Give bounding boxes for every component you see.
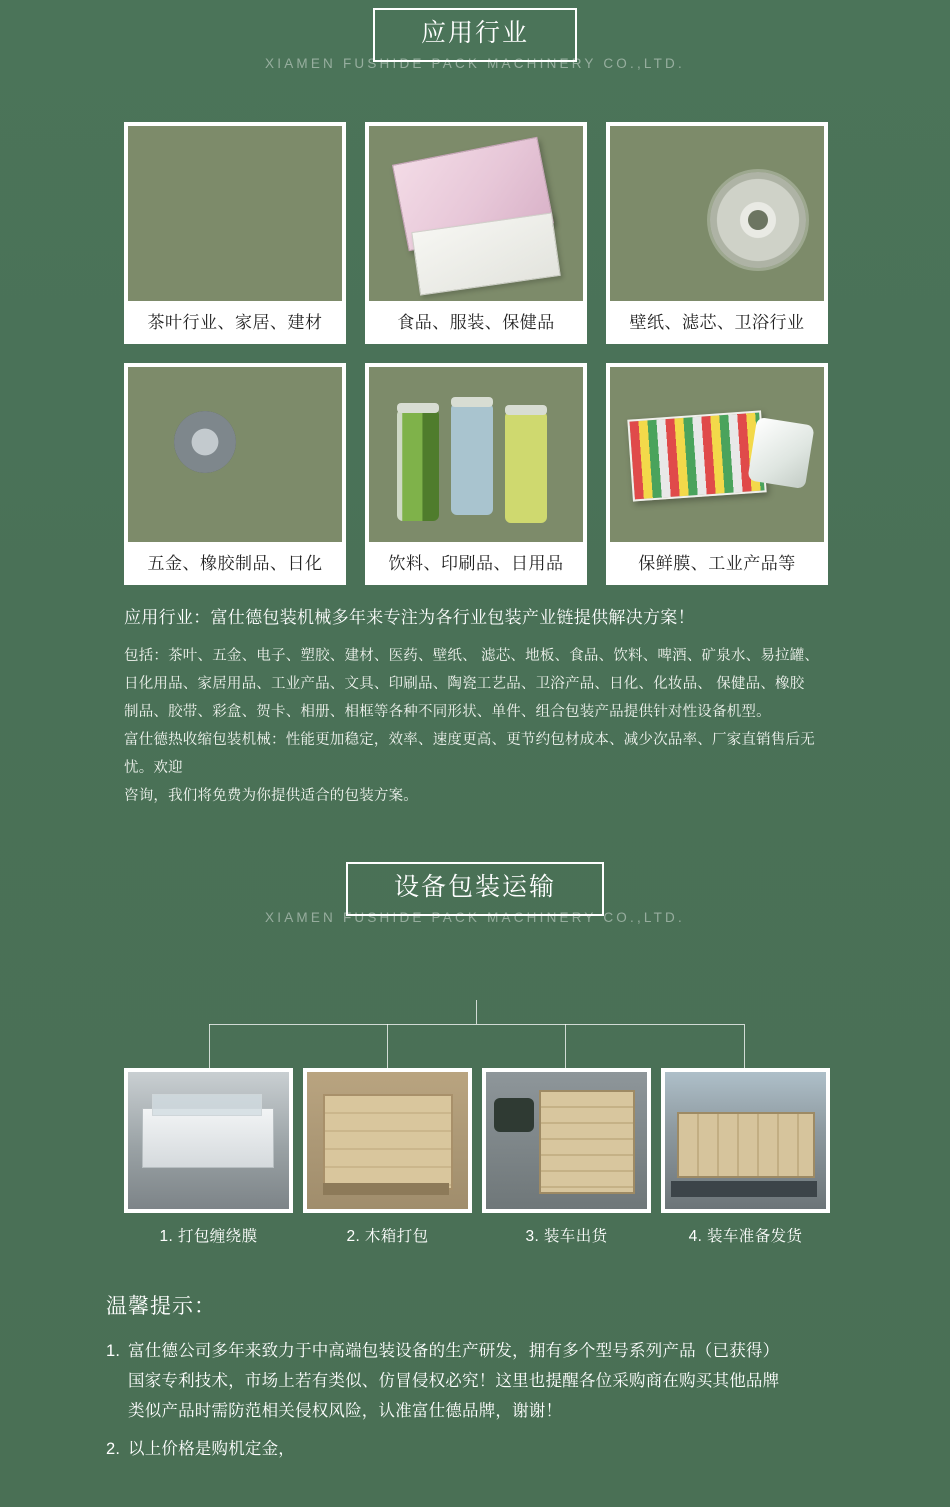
shipping-step-label: 4. 装车准备发货 [688,1228,803,1245]
industry-photo-filter [610,126,824,301]
industry-card [365,122,587,344]
shipping-photo-crate [307,1072,468,1209]
shipping-photo-frame [303,1068,472,1213]
tips-title: 温馨提示： [106,1295,216,1318]
shipping-photo-frame [661,1068,830,1213]
industry-description-line: 日化用品、家居用品、工业产品、文具、印刷品、陶瓷工艺品、卫浴产品、日化、化妆品、 保健品、橡胶 [124,676,805,692]
industry-title: 应用行业 [373,8,577,62]
industry-card [606,122,828,344]
industry-lead-text: 应用行业：富仕德包装机械多年来专注为各行业包装产业链提供解决方案！ [124,608,695,627]
tips-item [106,1336,866,1426]
shipping-step [303,1068,472,1246]
shipping-photo-frame [124,1068,293,1213]
industry-photo-tea [128,126,342,301]
industry-caption: 壁纸、滤芯、卫浴行业 [629,313,805,332]
industry-card [606,363,828,585]
tips-item-text [128,1336,866,1426]
industry-caption: 保鲜膜、工业产品等 [638,554,796,573]
connector-bar [209,1024,744,1025]
tips-item-line: 富仕德公司多年来致力于中高端包装设备的生产研发，拥有多个型号系列产品（已获得） [128,1342,780,1360]
tips-item [106,1434,866,1464]
industry-card [124,363,346,585]
industry-photo-beverage [369,367,583,542]
tips-item-number: 2. [106,1440,121,1458]
industry-caption: 茶叶行业、家居、建材 [147,313,323,332]
tips-item-line: 国家专利技术，市场上若有类似、仿冒侵权必究！这里也提醒各位采购商在购买其他品牌 [128,1372,780,1390]
industry-grid [124,122,829,604]
shipping-step-label: 3. 装车出货 [525,1228,608,1245]
shipping-step-label: 2. 木箱打包 [346,1228,429,1245]
industry-row-1 [124,122,829,344]
industry-description-line: 富仕德热收缩包装机械：性能更加稳定，效率、速度更高、更节约包材成本、减少次品率、厂家直销售后无忧。欢迎 [124,732,815,776]
tips-item-number: 1. [106,1342,121,1360]
shipping-steps [124,1068,830,1246]
shipping-step [124,1068,293,1246]
industry-description-line: 制品、胶带、彩盒、贺卡、相册、相框等各种不同形状、单件、组合包装产品提供针对性设备机型。 [124,704,771,720]
connector-leg-4 [744,1024,745,1068]
industry-description [124,642,836,810]
shipping-connector-lines [124,1000,830,1068]
shipping-step [661,1068,830,1246]
industry-caption: 食品、服装、保健品 [397,313,555,332]
shipping-photo-wrapping [128,1072,289,1209]
industry-description-line: 包括：茶叶、五金、电子、塑胶、建材、医药、壁纸、 滤芯、地板、食品、饮料、啤酒、矿泉水、易拉罐、 [124,648,820,664]
industry-card [365,363,587,585]
connector-leg-2 [387,1024,388,1068]
industry-section-header [0,8,950,71]
shipping-photo-frame [482,1068,651,1213]
tips-section [106,1290,866,1472]
connector-leg-1 [209,1024,210,1068]
shipping-title: 设备包装运输 [346,862,604,916]
industry-caption: 饮料、印刷品、日用品 [388,554,564,573]
shipping-watermark: XIAMEN FUSHIDE PACK MACHINERY CO.,LTD. [265,910,685,925]
industry-photo-hardware [128,367,342,542]
connector-stem [476,1000,477,1024]
connector-leg-3 [565,1024,566,1068]
industry-photo-film [610,367,824,542]
industry-description-line: 咨询，我们将免费为你提供适合的包装方案。 [124,788,418,804]
shipping-step [482,1068,651,1246]
industry-photo-food [369,126,583,301]
tips-item-line: 以上价格是购机定金， [128,1440,295,1458]
shipping-step-label: 1. 打包缠绕膜 [159,1228,258,1245]
shipping-photo-truck [665,1072,826,1209]
tips-item-line: 类似产品时需防范相关侵权风险，认准富仕德品牌，谢谢！ [128,1402,563,1420]
tips-item-text [128,1434,866,1464]
shipping-photo-loading [486,1072,647,1209]
shipping-section-header [0,862,950,925]
industry-row-2 [124,363,829,585]
industry-card [124,122,346,344]
industry-watermark: XIAMEN FUSHIDE PACK MACHINERY CO.,LTD. [265,56,685,71]
industry-caption: 五金、橡胶制品、日化 [147,554,323,573]
